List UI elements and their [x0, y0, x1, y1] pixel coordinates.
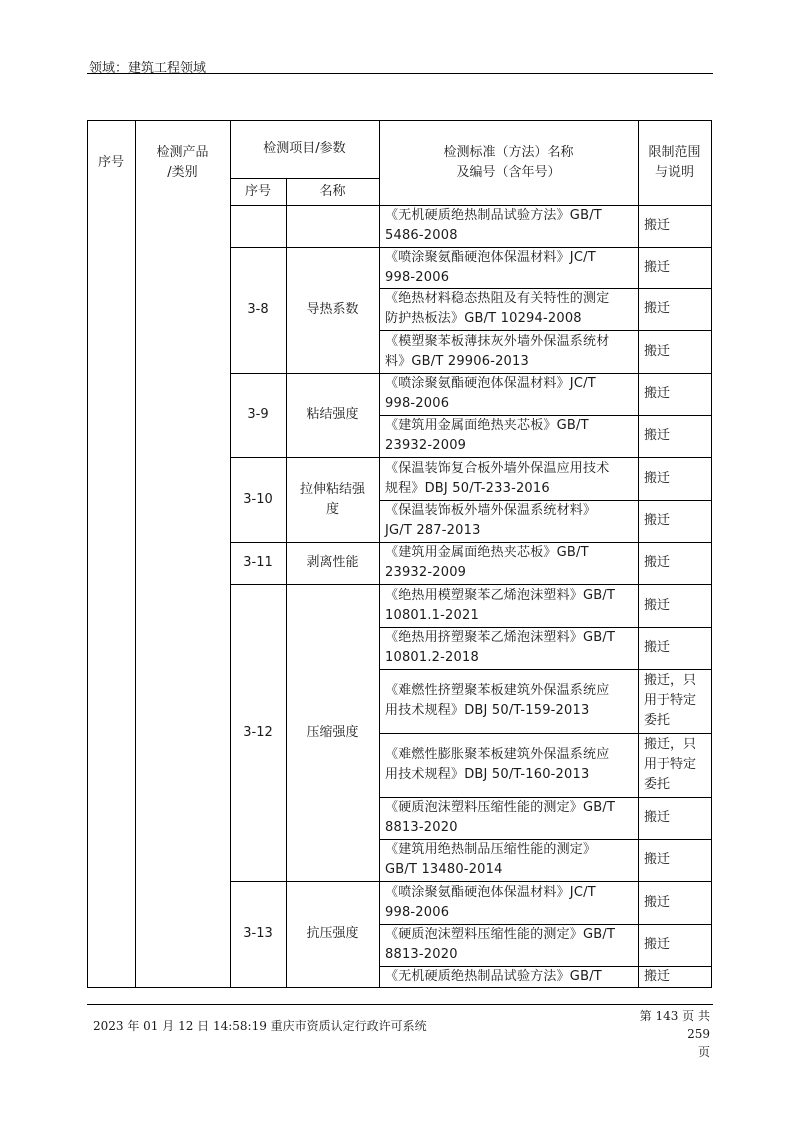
footer-rule [87, 1004, 713, 1005]
limit-cell: 搬迁 [644, 428, 671, 443]
item-name-cell: 粘结强度 [306, 407, 359, 422]
header-product: 检测产品 /类别 [156, 144, 209, 180]
limit-cell: 搬迁 [644, 513, 671, 528]
standard-cell: 《无机硬质绝热制品试验方法》GB/T [385, 968, 602, 984]
limit-cell: 搬迁 [644, 386, 671, 401]
header-seq: 序号 [97, 154, 124, 170]
item-seq-cell [230, 205, 286, 247]
limit-cell: 搬迁 [644, 968, 671, 984]
header-standard: 检测标准（方法）名称 及编号（含年号） [443, 144, 574, 180]
item-name-cell: 压缩强度 [306, 724, 359, 740]
standard-cell: 《硬质泡沫塑料压缩性能的测定》GB/T 8813-2020 [385, 927, 616, 962]
standard-cell: 《难燃性挤塑聚苯板建筑外保温系统应 用技术规程》DBJ 50/T-159-2013 [385, 683, 610, 718]
header-item-name: 名称 [319, 183, 346, 199]
standard-cell: 《难燃性膨胀聚苯板建筑外保温系统应 用技术规程》DBJ 50/T-160-2013 [385, 747, 610, 782]
limit-cell: 搬迁 [644, 259, 671, 275]
item-seq-cell: 3-11 [243, 555, 273, 570]
item-name-cell: 剥离性能 [306, 555, 359, 570]
standard-cell: 《保温装饰板外墙外保温系统材料》 JG/T 287-2013 [385, 503, 597, 538]
item-seq-cell: 3-8 [247, 302, 269, 317]
limit-cell: 搬迁，只 用于特定 委托 [644, 737, 697, 792]
standard-cell: 《建筑用金属面绝热夹芯板》GB/T 23932-2009 [385, 545, 589, 580]
standard-cell: 《喷涂聚氨酯硬泡体保温材料》JC/T 998-2006 [385, 249, 596, 285]
domain-label: 领域：建筑工程领域 [89, 61, 207, 76]
standard-cell: 《模塑聚苯板薄抹灰外墙外保温系统材 料》GB/T 29906-2013 [385, 333, 610, 369]
item-name-cell: 导热系数 [306, 302, 359, 317]
limit-cell: 搬迁 [644, 597, 671, 613]
footer-timestamp: 2023 年 01 月 12 日 14:58:19 重庆市资质认定行政许可系统 [93, 1019, 427, 1033]
limit-cell: 搬迁，只 用于特定 委托 [644, 673, 697, 728]
limit-cell: 搬迁 [644, 555, 671, 570]
header-rule [87, 73, 713, 74]
standard-cell: 《无机硬质绝热制品试验方法》GB/T 5486-2008 [385, 208, 602, 243]
item-seq-cell: 3-12 [243, 724, 273, 740]
column-line [135, 120, 136, 988]
limit-cell: 搬迁 [644, 810, 671, 825]
limit-cell: 搬迁 [644, 852, 671, 867]
capability-table [87, 120, 711, 987]
column-line [711, 120, 712, 988]
item-seq-cell: 3-9 [247, 407, 269, 422]
item-seq-cell: 3-10 [243, 491, 273, 507]
limit-cell: 搬迁 [644, 218, 671, 233]
standard-cell: 《硬质泡沫塑料压缩性能的测定》GB/T 8813-2020 [385, 800, 616, 835]
standard-cell: 《绝热材料稳态热阻及有关特性的测定 防护热板法》GB/T 10294-2008 [385, 291, 610, 326]
standard-cell: 《绝热用模塑聚苯乙烯泡沫塑料》GB/T 10801.1-2021 [385, 587, 616, 623]
header-item-seq: 序号 [244, 183, 271, 199]
limit-cell: 搬迁 [644, 301, 671, 316]
item-name-cell: 抗压强度 [306, 926, 359, 941]
limit-cell: 搬迁 [644, 640, 671, 655]
limit-cell: 搬迁 [644, 894, 671, 910]
item-name-cell [286, 205, 379, 247]
standard-cell: 《保温装饰复合板外墙外保温应用技术 规程》DBJ 50/T-233-2016 [385, 460, 610, 496]
standard-cell: 《喷涂聚氨酯硬泡体保温材料》JC/T 998-2006 [385, 376, 596, 411]
standard-cell: 《建筑用金属面绝热夹芯板》GB/T 23932-2009 [385, 418, 589, 453]
item-seq-cell: 3-13 [243, 926, 273, 941]
standard-cell: 《喷涂聚氨酯硬泡体保温材料》JC/T 998-2006 [385, 884, 596, 920]
footer-page-number: 第 143 页 共 259 页 [639, 1009, 710, 1059]
header-item-group: 检测项目/参数 [263, 141, 346, 156]
standard-cell: 《建筑用绝热制品压缩性能的测定》 GB/T 13480-2014 [385, 842, 597, 877]
standard-cell: 《绝热用挤塑聚苯乙烯泡沫塑料》GB/T 10801.2-2018 [385, 630, 616, 665]
limit-cell: 搬迁 [644, 470, 671, 486]
column-line [87, 120, 88, 988]
item-name-cell: 拉伸粘结强 度 [299, 481, 365, 517]
table-border-bottom [87, 987, 711, 988]
limit-cell: 搬迁 [644, 343, 671, 359]
header-limit: 限制范围 与说明 [648, 144, 701, 180]
limit-cell: 搬迁 [644, 937, 671, 952]
